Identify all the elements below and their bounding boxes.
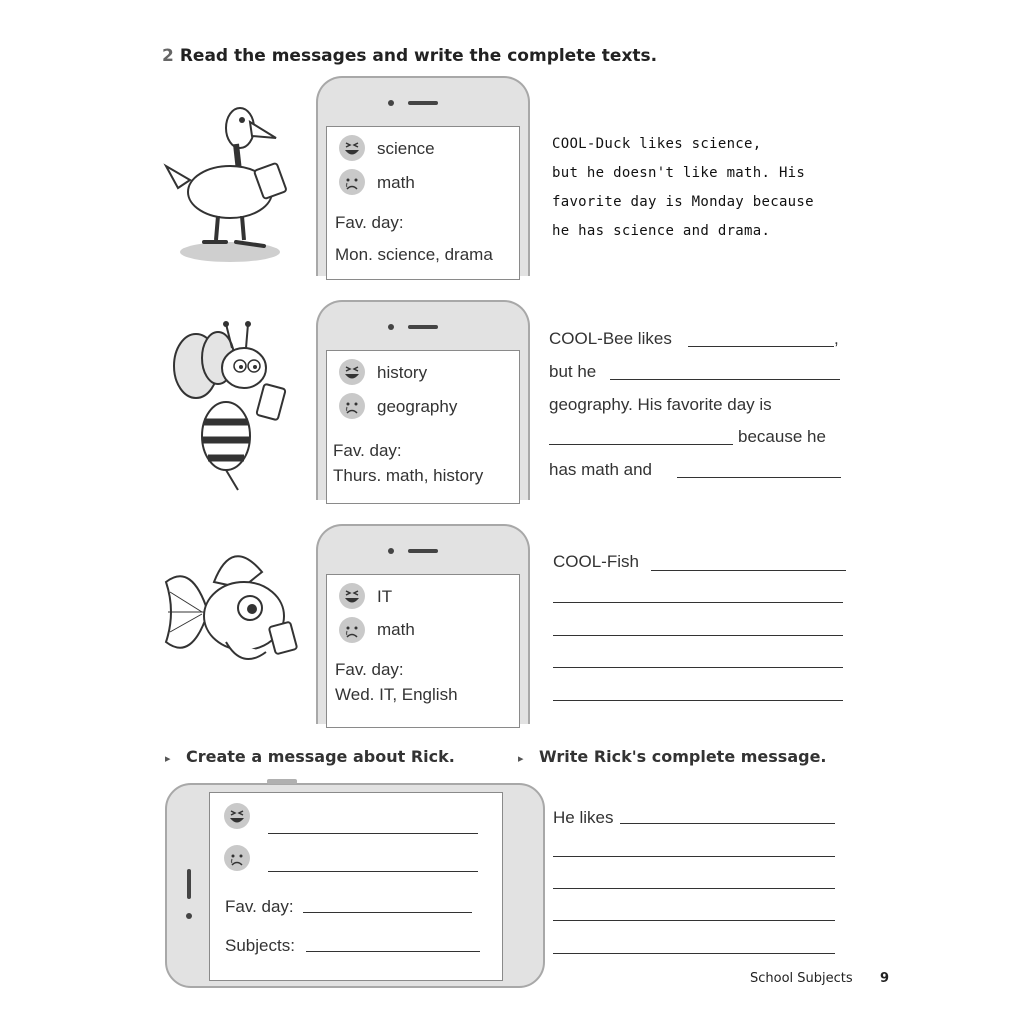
dislikes-subject: geography	[377, 397, 458, 416]
phone-screen	[209, 792, 503, 981]
answer-blank[interactable]	[553, 953, 835, 954]
phone-bee	[316, 300, 530, 500]
phone-camera	[186, 913, 192, 919]
bee-illustration	[168, 318, 298, 493]
fav-day-label: Fav. day:	[333, 441, 402, 460]
phone-duck	[316, 76, 530, 276]
answer-blank[interactable]	[620, 823, 835, 824]
sad-face-icon	[339, 393, 365, 419]
dislikes-subject: math	[377, 173, 415, 192]
answer-blank[interactable]	[553, 667, 843, 668]
fish-illustration	[162, 542, 307, 682]
answer-blank[interactable]	[553, 920, 835, 921]
happy-face-icon	[224, 803, 250, 829]
answer-line-2: but he doesn't like math. His	[552, 165, 806, 181]
likes-subject: history	[377, 363, 428, 382]
phone-button	[267, 779, 297, 784]
phone-speaker	[408, 549, 438, 553]
bee-prompt-1-end: ,	[834, 329, 839, 348]
answer-blank[interactable]	[553, 700, 843, 701]
likes-subject: science	[377, 139, 435, 158]
sad-face-icon	[339, 617, 365, 643]
phone-camera	[388, 100, 394, 106]
rick-prompt: He likes	[553, 808, 614, 827]
arrow-bullet-icon: ▸	[165, 752, 171, 765]
bee-prompt-5: has math and	[549, 460, 653, 479]
fav-day-input[interactable]	[303, 912, 472, 913]
sad-face-icon	[339, 169, 365, 195]
task-write: Write Rick's complete message.	[539, 747, 827, 766]
phone-speaker	[187, 869, 191, 899]
fav-day-value: Mon. science, drama	[335, 245, 493, 264]
happy-face-icon	[339, 583, 365, 609]
happy-face-icon	[339, 135, 365, 161]
answer-blank[interactable]	[553, 635, 843, 636]
exercise-instruction: Read the messages and write the complete texts.	[179, 46, 658, 66]
subjects-input[interactable]	[306, 951, 480, 952]
answer-line-1: COOL-Duck likes science,	[552, 136, 762, 152]
phone-speaker	[408, 325, 438, 329]
phone-fish	[316, 524, 530, 724]
likes-input[interactable]	[268, 833, 478, 834]
happy-face-icon	[339, 359, 365, 385]
sad-face-icon	[224, 845, 250, 871]
answer-blank[interactable]	[651, 570, 846, 571]
dislikes-subject: math	[377, 620, 415, 639]
phone-screen	[326, 350, 520, 504]
phone-speaker	[408, 101, 438, 105]
answer-line-3: favorite day is Monday because	[552, 194, 814, 210]
phone-camera	[388, 324, 394, 330]
answer-blank[interactable]	[553, 856, 835, 857]
duck-illustration	[160, 100, 310, 270]
exercise-heading	[162, 46, 657, 66]
fav-day-value: Thurs. math, history	[333, 466, 484, 485]
answer-blank[interactable]	[677, 477, 841, 478]
exercise-number: 2	[162, 46, 174, 66]
task-create: Create a message about Rick.	[186, 747, 455, 766]
footer-section: School Subjects	[750, 971, 853, 986]
bee-prompt-2: but he	[549, 362, 597, 381]
bee-prompt-1: COOL-Bee likes	[549, 329, 672, 348]
phone-camera	[388, 548, 394, 554]
likes-subject: IT	[377, 587, 393, 606]
fav-day-value: Wed. IT, English	[335, 685, 458, 704]
phone-screen	[326, 574, 520, 728]
answer-blank[interactable]	[688, 346, 834, 347]
phone-rick	[165, 783, 545, 988]
answer-line-4: he has science and drama.	[552, 223, 771, 239]
fav-day-label: Fav. day:	[225, 897, 294, 916]
bee-prompt-4: because he	[738, 427, 826, 446]
phone-screen	[326, 126, 520, 280]
answer-blank[interactable]	[553, 602, 843, 603]
arrow-bullet-icon: ▸	[518, 752, 524, 765]
answer-blank[interactable]	[610, 379, 840, 380]
dislikes-input[interactable]	[268, 871, 478, 872]
subjects-label: Subjects:	[225, 936, 295, 955]
fav-day-label: Fav. day:	[335, 213, 404, 232]
fav-day-label: Fav. day:	[335, 660, 404, 679]
fish-prompt-1: COOL-Fish	[553, 552, 639, 571]
bee-prompt-3: geography. His favorite day is	[549, 395, 772, 414]
answer-blank[interactable]	[553, 888, 835, 889]
page-number: 9	[880, 971, 890, 986]
answer-blank[interactable]	[549, 444, 733, 445]
